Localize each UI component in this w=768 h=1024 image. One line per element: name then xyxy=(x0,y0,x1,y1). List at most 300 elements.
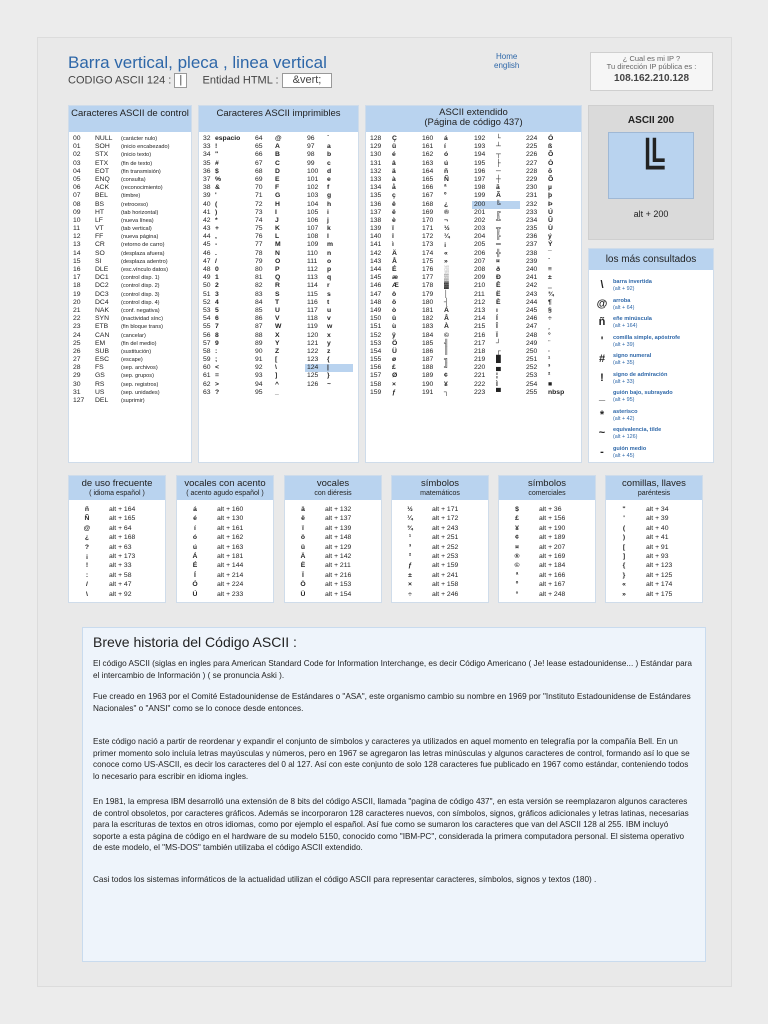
shortcut-glyph: ! xyxy=(85,562,89,570)
char-glyph: - xyxy=(215,241,218,249)
char-glyph: Ô xyxy=(548,151,554,159)
char-glyph: Ø xyxy=(392,372,398,380)
char-glyph: ~ xyxy=(327,380,331,388)
shortcut-alt: alt + 190 xyxy=(539,524,566,532)
char-glyph: ╩ xyxy=(496,216,501,224)
shortcut-glyph: ¥ xyxy=(515,524,519,532)
char-glyph: 6 xyxy=(215,315,219,323)
table-row xyxy=(499,553,597,561)
shortcut-glyph: ¤ xyxy=(515,543,519,551)
char-code: 22 xyxy=(73,315,81,323)
char-glyph: y xyxy=(327,339,331,347)
shortcut-alt: alt + 153 xyxy=(325,581,352,589)
char-glyph: b xyxy=(327,151,332,159)
char-code: 213 xyxy=(474,306,486,314)
char-code: 95 xyxy=(255,388,263,396)
history-paragraph: El código ASCII (siglas en ingles para American Standard Code for Information Interchange, es decir Código Americano ( Je! lease estadounidense... ) Estándar para el intercambio de Información ) ( se pronuncia Aski ). xyxy=(93,659,692,680)
char-glyph: F xyxy=(275,184,280,192)
char-glyph: q xyxy=(327,274,332,282)
popular-item-glyph: ñ xyxy=(598,316,606,328)
shortcut-alt: alt + 252 xyxy=(432,543,459,551)
char-abbrev: CAN xyxy=(95,331,110,339)
shortcut-alt: alt + 34 xyxy=(646,506,669,513)
char-glyph: Z xyxy=(275,347,280,355)
char-glyph: 2 xyxy=(215,282,219,290)
popular-item[interactable] xyxy=(593,298,711,316)
char-glyph: ¯ xyxy=(548,249,552,257)
char-code: 128 xyxy=(370,135,382,142)
table-row xyxy=(73,332,191,340)
char-code: 208 xyxy=(474,266,486,273)
char-code: 103 xyxy=(307,192,319,200)
table-row xyxy=(203,217,358,225)
home-link[interactable]: Home xyxy=(496,52,518,61)
char-code: 72 xyxy=(255,200,263,208)
char-description: (tab horizontal) xyxy=(121,209,159,216)
char-description: (timbre) xyxy=(121,193,141,200)
char-code: 119 xyxy=(307,323,318,331)
english-link[interactable]: english xyxy=(494,61,520,70)
table-row xyxy=(73,397,191,405)
table-row xyxy=(73,282,191,290)
table-row xyxy=(370,217,580,225)
table-row xyxy=(177,515,275,523)
shortcut-glyph: º xyxy=(515,581,519,589)
shortcut-alt: alt + 137 xyxy=(325,515,352,523)
table-row xyxy=(370,266,580,274)
char-code: 49 xyxy=(203,274,211,282)
char-glyph: ¨ xyxy=(548,339,551,347)
char-code: 136 xyxy=(370,200,382,208)
popular-panel xyxy=(588,248,714,463)
shortcut-glyph: ä xyxy=(301,506,305,513)
char-abbrev: SO xyxy=(95,249,105,257)
table-row xyxy=(370,135,580,143)
shortcut-alt: alt + 91 xyxy=(646,543,669,551)
shortcut-panel xyxy=(391,475,489,603)
char-glyph: espacio xyxy=(215,135,241,142)
char-code: 98 xyxy=(307,151,315,159)
table-row xyxy=(392,553,490,561)
char-glyph: ▒ xyxy=(444,274,449,282)
table-row xyxy=(370,323,580,331)
table-row xyxy=(73,323,191,331)
char-glyph: v xyxy=(327,315,331,323)
char-code: 191 xyxy=(422,388,434,396)
char-glyph: @ xyxy=(275,135,282,142)
char-code: 190 xyxy=(422,380,434,388)
shortcut-alt: alt + 93 xyxy=(646,553,669,560)
table-row xyxy=(73,241,191,249)
popular-item-glyph: @ xyxy=(596,297,608,310)
table-row xyxy=(69,591,167,599)
char-description: (nueva línea) xyxy=(121,217,154,224)
table-row xyxy=(73,151,191,159)
table-row xyxy=(73,266,191,274)
char-code: 104 xyxy=(307,200,319,208)
char-glyph: X xyxy=(275,331,280,339)
table-row xyxy=(73,160,191,168)
char-code: 201 xyxy=(474,208,486,216)
char-glyph: ¼ xyxy=(444,233,450,241)
char-glyph: ó xyxy=(444,151,449,159)
table-row xyxy=(203,143,358,151)
shortcut-alt: alt + 162 xyxy=(217,534,244,542)
popular-item-glyph: ~ xyxy=(598,427,606,439)
shortcut-glyph: Ü xyxy=(300,590,306,598)
shortcut-alt: alt + 171 xyxy=(432,506,459,513)
char-code: 35 xyxy=(203,159,211,167)
char-code: 176 xyxy=(422,266,434,273)
table-row xyxy=(606,515,704,523)
printable-chars-title: Caracteres ASCII imprimibles xyxy=(199,106,358,132)
shortcut-alt: alt + 33 xyxy=(109,562,132,570)
char-code: 27 xyxy=(73,356,81,364)
char-abbrev: SYN xyxy=(95,315,109,323)
char-glyph: a xyxy=(327,143,331,151)
char-abbrev: DC4 xyxy=(95,298,109,306)
table-row xyxy=(203,192,358,200)
popular-item-glyph: \ xyxy=(600,279,604,291)
char-glyph: ä xyxy=(392,167,396,175)
char-code: 92 xyxy=(255,364,263,372)
char-abbrev: ETX xyxy=(95,159,109,167)
popular-item[interactable] xyxy=(593,372,711,390)
char-glyph: î xyxy=(392,233,394,241)
char-glyph: Õ xyxy=(548,175,554,183)
table-row xyxy=(177,553,275,561)
char-glyph: │ xyxy=(444,290,449,298)
char-glyph: U xyxy=(275,306,280,314)
shortcut-alt: alt + 129 xyxy=(325,543,352,551)
popular-item-alt: (alt + 35) xyxy=(613,360,635,366)
char-code: 05 xyxy=(73,175,81,183)
char-glyph: ┼ xyxy=(496,175,501,183)
table-row xyxy=(203,241,358,249)
char-abbrev: SUB xyxy=(95,347,109,355)
char-glyph: ¢ xyxy=(444,372,448,380)
char-code: 53 xyxy=(203,306,211,314)
char-code: 142 xyxy=(370,249,382,257)
char-code: 138 xyxy=(370,216,382,224)
shortcut-panel-header xyxy=(392,476,488,500)
shortcut-alt: alt + 224 xyxy=(217,581,244,589)
char-code: 170 xyxy=(422,216,434,224)
table-row xyxy=(370,225,580,233)
char-description: (reconocimiento) xyxy=(121,185,163,192)
char-glyph: = xyxy=(215,372,219,380)
code-label: CODIGO ASCII 124 : xyxy=(68,74,172,87)
shortcut-alt: alt + 251 xyxy=(432,534,459,542)
char-glyph: ö xyxy=(392,298,397,306)
char-description: (fin bloque trans) xyxy=(121,324,163,331)
table-row xyxy=(499,581,597,589)
table-row xyxy=(606,591,704,599)
char-code: 111 xyxy=(307,257,318,265)
table-row xyxy=(73,258,191,266)
popular-item-alt: (alt + 92) xyxy=(613,286,635,292)
popular-item-alt: (alt + 42) xyxy=(613,415,635,422)
shortcut-alt: alt + 161 xyxy=(217,524,244,532)
char-glyph: O xyxy=(275,257,281,265)
char-code: 52 xyxy=(203,298,211,306)
table-row xyxy=(606,544,704,552)
shortcut-alt: alt + 233 xyxy=(217,590,244,598)
table-row xyxy=(203,348,358,356)
table-row xyxy=(203,151,358,159)
char-code: 245 xyxy=(526,306,538,314)
char-code: 28 xyxy=(73,364,81,372)
popular-item-alt: (alt + 33) xyxy=(613,378,635,385)
ip-question: ¿ Cual es mi IP ? xyxy=(622,54,681,63)
char-code: 17 xyxy=(73,274,81,282)
char-code: 94 xyxy=(255,380,263,388)
char-abbrev: LF xyxy=(95,216,103,224)
shortcut-glyph: á xyxy=(193,506,197,513)
char-glyph: | xyxy=(327,364,329,372)
char-code: 181 xyxy=(422,306,434,314)
char-glyph: # xyxy=(215,159,219,167)
char-description: (control disp. 4) xyxy=(121,299,160,306)
char-code: 182 xyxy=(422,315,434,323)
char-code: 89 xyxy=(255,339,263,347)
shortcut-alt: alt + 172 xyxy=(432,515,459,523)
table-row xyxy=(606,525,704,533)
shortcut-panel xyxy=(284,475,382,603)
shortcut-panel-title: símbolos xyxy=(527,478,566,489)
shortcut-alt: alt + 123 xyxy=(646,562,673,570)
popular-item[interactable] xyxy=(593,353,711,371)
popular-item[interactable] xyxy=(593,279,711,297)
char-code: 41 xyxy=(203,208,211,216)
char-glyph: s xyxy=(327,290,331,298)
char-code: 116 xyxy=(307,298,318,306)
table-row xyxy=(499,572,597,580)
char-code: 230 xyxy=(526,184,538,192)
char-description: (nueva página) xyxy=(121,234,159,241)
char-description: (fin del medio) xyxy=(121,340,157,347)
char-code: 143 xyxy=(370,257,382,265)
char-code: 66 xyxy=(255,151,263,159)
table-row xyxy=(370,389,580,397)
popular-item[interactable] xyxy=(593,335,711,353)
popular-item-alt: (alt + 64) xyxy=(613,304,635,311)
char-code: 46 xyxy=(203,249,211,257)
char-code: 175 xyxy=(422,257,434,265)
char-glyph: Ú xyxy=(548,208,553,216)
char-code: 134 xyxy=(370,184,382,192)
shortcut-alt: alt + 184 xyxy=(539,562,566,570)
popular-item[interactable] xyxy=(593,390,711,408)
table-row xyxy=(73,348,191,356)
char-glyph: J xyxy=(275,216,279,224)
char-glyph: 7 xyxy=(215,323,219,331)
char-glyph: H xyxy=(275,200,280,208)
char-glyph: © xyxy=(444,331,450,339)
popular-item[interactable] xyxy=(593,446,711,464)
char-code: 192 xyxy=(474,135,486,142)
char-glyph: ╦ xyxy=(496,225,501,233)
char-code: 106 xyxy=(307,216,319,224)
char-glyph: È xyxy=(496,298,501,306)
popular-item[interactable] xyxy=(593,316,711,334)
char-code: 61 xyxy=(203,372,211,380)
char-glyph: P xyxy=(275,266,280,273)
char-abbrev: EOT xyxy=(95,167,109,175)
char-code: 29 xyxy=(73,372,81,380)
char-glyph: ² xyxy=(548,372,551,380)
char-description: (retroceso) xyxy=(121,201,149,208)
char-glyph: Ó xyxy=(548,135,554,142)
char-glyph: ± xyxy=(548,274,552,282)
char-glyph: 0 xyxy=(215,266,219,273)
char-code: 210 xyxy=(474,282,486,290)
table-row xyxy=(203,299,358,307)
char-description: (control disp. 3) xyxy=(121,291,160,298)
char-glyph: Y xyxy=(275,339,280,347)
popular-item[interactable] xyxy=(593,409,711,427)
char-code: 165 xyxy=(422,175,434,183)
char-glyph: 5 xyxy=(215,306,219,314)
char-code: 06 xyxy=(73,184,81,192)
table-row xyxy=(285,534,383,542)
char-code: 157 xyxy=(370,372,382,380)
char-code: 220 xyxy=(474,364,486,372)
char-glyph: V xyxy=(275,315,280,323)
char-glyph: Q xyxy=(275,274,281,282)
shortcut-alt: alt + 173 xyxy=(109,553,136,560)
table-row xyxy=(69,553,167,561)
char-code: 244 xyxy=(526,298,538,306)
table-row xyxy=(69,525,167,533)
shortcut-panel xyxy=(605,475,703,603)
char-code: 01 xyxy=(73,143,81,151)
char-description: (suprimir) xyxy=(121,398,145,404)
char-glyph: 4 xyxy=(215,298,219,306)
table-row xyxy=(69,572,167,580)
char-code: 48 xyxy=(203,266,211,273)
char-glyph: L xyxy=(275,233,280,241)
table-row xyxy=(73,356,191,364)
char-code: 68 xyxy=(255,167,263,175)
shortcut-alt: alt + 189 xyxy=(539,534,566,542)
table-row xyxy=(392,544,490,552)
char-glyph: ┘ xyxy=(496,339,501,347)
popular-item[interactable] xyxy=(593,427,711,445)
char-glyph: Ö xyxy=(392,339,398,347)
shortcut-glyph: ª xyxy=(515,571,519,579)
char-code: 65 xyxy=(255,143,263,151)
popular-item-alt: (alt + 39) xyxy=(613,341,635,348)
table-row xyxy=(392,525,490,533)
char-glyph: R xyxy=(275,282,280,290)
popular-item-glyph: ! xyxy=(600,371,604,384)
char-code: 238 xyxy=(526,249,538,257)
table-row xyxy=(203,201,358,209)
char-glyph: É xyxy=(392,266,397,273)
shortcut-alt: alt + 241 xyxy=(432,571,459,579)
char-code: 205 xyxy=(474,241,486,249)
char-glyph: ' xyxy=(215,192,217,200)
table-row xyxy=(392,515,490,523)
table-row xyxy=(606,581,704,589)
char-description: (sep. archivos) xyxy=(121,365,158,372)
char-code: 51 xyxy=(203,290,211,298)
char-glyph: £ xyxy=(392,364,396,372)
shortcut-glyph: Í xyxy=(194,571,196,579)
table-row xyxy=(392,572,490,580)
shortcut-alt: alt + 158 xyxy=(432,581,459,589)
char-code: 19 xyxy=(73,290,81,298)
char-code: 97 xyxy=(307,143,315,151)
char-glyph: ÷ xyxy=(548,315,552,323)
char-glyph: Ü xyxy=(392,347,397,355)
char-abbrev: ETB xyxy=(95,323,109,331)
char-code: 76 xyxy=(255,233,263,241)
popular-title: los más consultados xyxy=(589,249,713,270)
table-row xyxy=(285,581,383,589)
char-code: 235 xyxy=(526,225,538,233)
char-glyph: C xyxy=(275,159,280,167)
char-glyph: ╝ xyxy=(444,364,449,372)
char-description: (sep. registros) xyxy=(121,381,159,388)
shortcut-glyph: ½ xyxy=(407,506,413,513)
char-glyph: ▄ xyxy=(496,364,501,372)
table-row xyxy=(73,233,191,241)
char-description: (control disp. 2) xyxy=(121,283,160,290)
char-glyph: ┐ xyxy=(444,388,449,396)
char-glyph: ½ xyxy=(444,225,450,233)
char-glyph: ñ xyxy=(444,167,449,175)
shortcut-alt: alt + 139 xyxy=(325,524,352,532)
char-code: 84 xyxy=(255,298,263,306)
popular-item-name: guión bajo, subrayado xyxy=(613,390,673,396)
table-row xyxy=(499,515,597,523)
char-glyph: l xyxy=(327,233,329,241)
char-glyph: < xyxy=(215,364,219,372)
char-glyph: ╔ xyxy=(496,208,501,216)
char-abbrev: DC3 xyxy=(95,290,109,298)
char-glyph: ò xyxy=(392,306,397,314)
char-code: 236 xyxy=(526,233,538,241)
char-code: 39 xyxy=(203,192,211,200)
char-glyph: · xyxy=(548,347,551,355)
char-abbrev: FF xyxy=(95,233,104,241)
char-glyph: « xyxy=(444,249,448,257)
table-row xyxy=(370,348,580,356)
char-glyph: f xyxy=(327,184,330,192)
table-row xyxy=(69,515,167,523)
popular-item-alt: (alt + 95) xyxy=(613,397,635,403)
char-glyph: i xyxy=(327,208,329,216)
shortcut-glyph: Ä xyxy=(300,553,306,560)
shortcut-panel-title: vocales con acento xyxy=(184,478,266,489)
char-code: 09 xyxy=(73,208,81,216)
char-glyph: ▀ xyxy=(496,388,501,396)
table-row xyxy=(177,572,275,580)
char-glyph: » xyxy=(444,257,448,265)
char-code: 38 xyxy=(203,184,211,192)
char-glyph: : xyxy=(215,347,218,355)
char-glyph: └ xyxy=(496,135,501,142)
char-code: 87 xyxy=(255,323,263,331)
char-glyph: ┌ xyxy=(496,347,501,355)
char-glyph: ≡ xyxy=(548,266,552,273)
char-code: 50 xyxy=(203,282,211,290)
char-glyph: > xyxy=(215,380,219,388)
shortcut-alt: alt + 169 xyxy=(539,553,566,560)
popular-item-name: signo numeral xyxy=(613,353,652,359)
